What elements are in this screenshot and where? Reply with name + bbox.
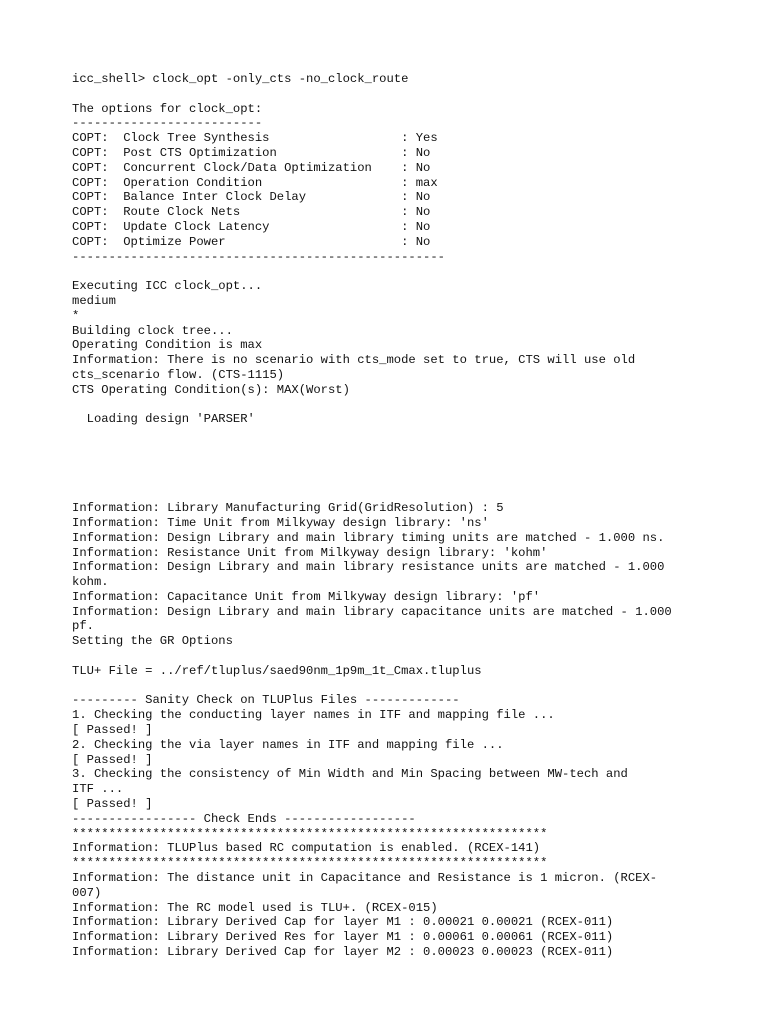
log-line: Operating Condition is max <box>72 338 263 353</box>
log-line: The options for clock_opt: <box>72 101 263 116</box>
log-line: [ Passed! ] <box>72 752 153 767</box>
log-line: 2. Checking the via layer names in ITF and mapping file ... <box>72 737 504 752</box>
log-line: cts_scenario flow. (CTS-1115) <box>72 367 285 382</box>
log-line: Information: Library Manufacturing Grid(GridResolution) : 5 <box>72 501 504 516</box>
log-line: medium <box>72 293 116 308</box>
log-line: Information: TLUPlus based RC computation is enabled. (RCEX-141) <box>72 841 541 856</box>
log-line: ----------------- Check Ends ------------------ <box>72 811 416 826</box>
log-line: Information: Library Derived Cap for layer M2 : 0.00023 0.00023 (RCEX-011) <box>72 945 614 960</box>
log-line: COPT: Optimize Power : No <box>72 234 431 249</box>
log-line: icc_shell> clock_opt -only_cts -no_clock_route <box>72 72 409 86</box>
log-line: COPT: Update Clock Latency : No <box>72 219 431 234</box>
log-line <box>72 679 752 694</box>
log-line: ITF ... <box>72 782 124 797</box>
log-line: CTS Operating Condition(s): MAX(Worst) <box>72 382 350 397</box>
log-line <box>72 427 752 442</box>
terminal-log <box>72 72 752 960</box>
log-line: ***************************************************************** <box>72 826 548 841</box>
log-line: 007) <box>72 885 102 900</box>
log-line <box>72 442 752 457</box>
log-line: Information: Design Library and main library resistance units are matched - 1.000 <box>72 560 665 575</box>
log-line: Information: The distance unit in Capacitance and Resistance is 1 micron. (RCEX- <box>72 871 658 886</box>
log-line: Information: There is no scenario with cts_mode set to true, CTS will use old <box>72 353 636 368</box>
log-line: Loading design 'PARSER' <box>72 412 255 427</box>
log-line: ***************************************************************** <box>72 856 548 871</box>
log-line: COPT: Post CTS Optimization : No <box>72 145 431 160</box>
log-line: COPT: Clock Tree Synthesis : Yes <box>72 131 438 146</box>
log-line <box>72 472 752 487</box>
log-line: Information: Capacitance Unit from Milkyway design library: 'pf' <box>72 589 541 604</box>
log-line: -------------------------- <box>72 116 263 131</box>
log-line <box>72 264 752 279</box>
log-line: * <box>72 308 80 323</box>
log-line: 1. Checking the conducting layer names in ITF and mapping file ... <box>72 708 555 723</box>
log-line: --------- Sanity Check on TLUPlus Files ------------- <box>72 693 460 708</box>
log-line: [ Passed! ] <box>72 723 153 738</box>
log-line: Setting the GR Options <box>72 634 233 649</box>
log-line: [ Passed! ] <box>72 797 153 812</box>
log-line: Information: Library Derived Res for layer M1 : 0.00061 0.00061 (RCEX-011) <box>72 930 614 945</box>
log-line: COPT: Route Clock Nets : No <box>72 205 431 220</box>
log-line <box>72 486 752 501</box>
log-line: Information: Resistance Unit from Milkyway design library: 'kohm' <box>72 545 548 560</box>
log-line: Executing ICC clock_opt... <box>72 279 263 294</box>
log-line: kohm. <box>72 575 109 590</box>
log-line: Information: Time Unit from Milkyway design library: 'ns' <box>72 515 489 530</box>
log-line: --------------------------------------------------- <box>72 249 445 264</box>
log-line: Information: Library Derived Cap for layer M1 : 0.00021 0.00021 (RCEX-011) <box>72 915 614 930</box>
log-line: 3. Checking the consistency of Min Width and Min Spacing between MW-tech and <box>72 767 628 782</box>
log-line: COPT: Concurrent Clock/Data Optimization : No <box>72 160 431 175</box>
log-line: Information: The RC model used is TLU+. (RCEX-015) <box>72 900 438 915</box>
log-line: Building clock tree... <box>72 323 233 338</box>
log-line <box>72 87 752 102</box>
log-line <box>72 649 752 664</box>
log-line: Information: Design Library and main library capacitance units are matched - 1.000 <box>72 604 672 619</box>
log-line: pf. <box>72 619 94 634</box>
log-line: COPT: Operation Condition : max <box>72 175 438 190</box>
log-line <box>72 457 752 472</box>
log-line: COPT: Balance Inter Clock Delay : No <box>72 190 431 205</box>
log-line: TLU+ File = ../ref/tluplus/saed90nm_1p9m_1t_Cmax.tluplus <box>72 663 482 678</box>
log-line: Information: Design Library and main library timing units are matched - 1.000 ns. <box>72 530 665 545</box>
log-line <box>72 398 752 413</box>
